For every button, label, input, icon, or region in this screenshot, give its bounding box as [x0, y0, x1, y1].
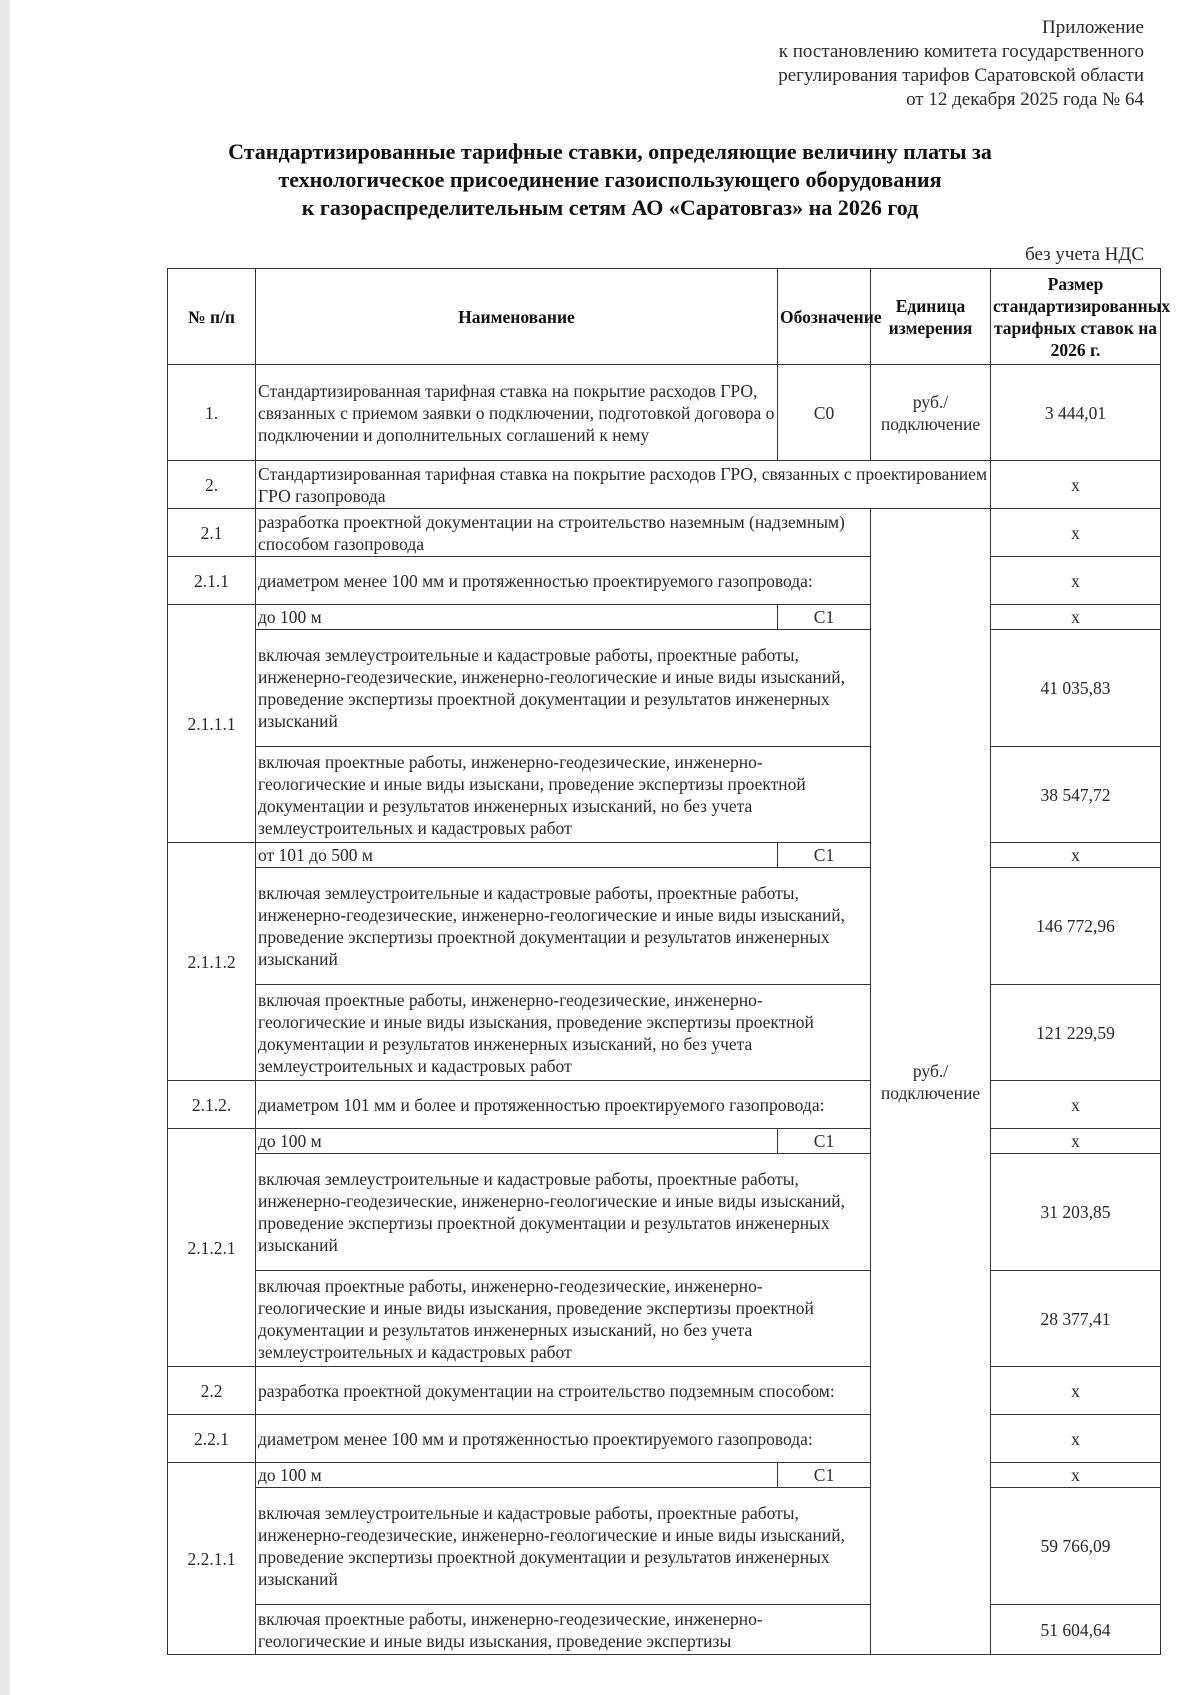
table-row — [168, 747, 1161, 843]
row-num: 1. — [168, 365, 256, 461]
row-num: 2.1.1.2 — [168, 843, 256, 1081]
row-subname: от 101 до 500 м — [256, 843, 778, 868]
tariff-table — [167, 268, 1171, 1655]
row-num: 2.1.2.1 — [168, 1129, 256, 1367]
row-value: х — [991, 1415, 1161, 1463]
row-num: 2.1.2. — [168, 1081, 256, 1129]
row-name: Стандартизированная тарифная ставка на покрытие расходов ГРО, связанных с приемом заявки о подключении, подготовкой договора о подключении и дополнительных соглашений к нему — [256, 365, 778, 461]
row-num: 2.2.1 — [168, 1415, 256, 1463]
table-header-row — [168, 269, 1161, 365]
row-name: включая проектные работы, инженерно-геодезические, инженерно-геологические и иные виды изыскания, проведение экспертизы — [256, 1605, 871, 1655]
row-name: разработка проектной документации на строительство подземным способом: — [256, 1367, 871, 1415]
table-row — [168, 868, 1161, 985]
row-value: 28 377,41 — [991, 1271, 1161, 1367]
vat-note: без учета НДС — [1025, 244, 1144, 265]
row-unit: руб./подключение — [871, 365, 991, 461]
table-row — [168, 461, 1161, 509]
row-code: С1 — [778, 1129, 871, 1154]
appendix-header — [624, 16, 1144, 112]
header-name: Наименование — [256, 269, 778, 365]
row-value: 31 203,85 — [991, 1154, 1161, 1271]
row-name: включая проектные работы, инженерно-геодезические, инженерно-геологические и иные виды изыскания, проведение экспертизы проектной документации и результатов инженерных изысканий, но без учета землеустроительных и кадастровых работ — [256, 1271, 871, 1367]
document-title — [150, 138, 1070, 222]
row-name: включая землеустроительные и кадастровые работы, проектные работы, инженерно-геодезические, инженерно-геологические и иные виды изысканий, проведение экспертизы проектной документации и результатов инженерных изысканий — [256, 1154, 871, 1271]
row-num: 2. — [168, 461, 256, 509]
row-value: х — [991, 509, 1161, 557]
row-num: 2.2 — [168, 1367, 256, 1415]
table-row — [168, 557, 1161, 605]
table-row — [168, 509, 1161, 557]
row-subname: до 100 м — [256, 1463, 778, 1488]
table-row — [168, 1488, 1161, 1605]
title-line: технологическое присоединение газоиспользующего оборудования — [278, 167, 942, 192]
row-name: включая проектные работы, инженерно-геодезические, инженерно-геологические и иные виды изыскани, проведение экспертизы проектной документации и результатов инженерных изысканий, но без учета землеустроительных и кадастровых работ — [256, 747, 871, 843]
scan-edge — [0, 0, 10, 1695]
table-row — [168, 1154, 1161, 1271]
row-name: разработка проектной документации на строительство наземным (надземным) способом газопровода — [256, 509, 871, 557]
row-value: 51 604,64 — [991, 1605, 1161, 1655]
table-row — [168, 630, 1161, 747]
row-value: х — [991, 605, 1161, 630]
row-num: 2.2.1.1 — [168, 1463, 256, 1655]
table-row — [168, 1129, 1161, 1154]
appendix-line: к постановлению комитета государственного — [778, 41, 1144, 62]
row-value: х — [991, 461, 1161, 509]
header-value: Размер стандартизированных тарифных ставок на 2026 г. — [991, 269, 1161, 365]
row-value: 146 772,96 — [991, 868, 1161, 985]
row-name: включая проектные работы, инженерно-геодезические, инженерно-геологические и иные виды изыскания, проведение экспертизы проектной документации и результатов инженерных изысканий, но без учета землеустроительных и кадастровых работ — [256, 985, 871, 1081]
row-name: диаметром менее 100 мм и протяженностью проектируемого газопровода: — [256, 1415, 871, 1463]
row-value: х — [991, 1081, 1161, 1129]
header-num: № п/п — [168, 269, 256, 365]
table-row — [168, 1271, 1161, 1367]
row-name: Стандартизированная тарифная ставка на покрытие расходов ГРО, связанных с проектированием ГРО газопровода — [256, 461, 991, 509]
table-row — [168, 1605, 1161, 1655]
unit-merged-cell: руб./подключение — [871, 509, 991, 1655]
header-unit: Единица измерения — [871, 269, 991, 365]
row-value: 121 229,59 — [991, 985, 1161, 1081]
row-value: 38 547,72 — [991, 747, 1161, 843]
row-value: х — [991, 557, 1161, 605]
table-row — [168, 1415, 1161, 1463]
row-num: 2.1 — [168, 509, 256, 557]
row-value: 3 444,01 — [991, 365, 1161, 461]
appendix-line: регулирования тарифов Саратовской области — [778, 65, 1144, 86]
row-value: 41 035,83 — [991, 630, 1161, 747]
row-name: включая землеустроительные и кадастровые работы, проектные работы, инженерно-геодезические, инженерно-геологические и иные виды изысканий, проведение экспертизы проектной документации и результатов инженерных изысканий — [256, 630, 871, 747]
row-code: С0 — [778, 365, 871, 461]
row-subname: до 100 м — [256, 605, 778, 630]
row-num: 2.1.1.1 — [168, 605, 256, 843]
title-line: Стандартизированные тарифные ставки, определяющие величину платы за — [228, 139, 992, 164]
row-name: включая землеустроительные и кадастровые работы, проектные работы, инженерно-геодезические, инженерно-геологические и иные виды изысканий, проведение экспертизы проектной документации и результатов инженерных изысканий — [256, 868, 871, 985]
row-name: диаметром менее 100 мм и протяженностью проектируемого газопровода: — [256, 557, 871, 605]
row-value: х — [991, 843, 1161, 868]
row-code: С1 — [778, 605, 871, 630]
row-name: включая землеустроительные и кадастровые работы, проектные работы, инженерно-геодезические, инженерно-геологические и иные виды изысканий, проведение экспертизы проектной документации и результатов инженерных изысканий — [256, 1488, 871, 1605]
table-row — [168, 365, 1161, 461]
table-row — [168, 1463, 1161, 1488]
row-subname: до 100 м — [256, 1129, 778, 1154]
header-code: Обозначение — [778, 269, 871, 365]
row-value: х — [991, 1129, 1161, 1154]
table-row — [168, 985, 1161, 1081]
row-value: 59 766,09 — [991, 1488, 1161, 1605]
table-row — [168, 843, 1161, 868]
row-code: С1 — [778, 843, 871, 868]
row-name: диаметром 101 мм и более и протяженностью проектируемого газопровода: — [256, 1081, 871, 1129]
table-row — [168, 605, 1161, 630]
appendix-line: Приложение — [1042, 17, 1144, 38]
title-line: к газораспределительным сетям АО «Саратовгаз» на 2026 год — [301, 195, 919, 220]
row-num: 2.1.1 — [168, 557, 256, 605]
row-code: С1 — [778, 1463, 871, 1488]
row-value: х — [991, 1463, 1161, 1488]
row-value: х — [991, 1367, 1161, 1415]
appendix-line: от 12 декабря 2025 года № 64 — [906, 89, 1144, 110]
table-row — [168, 1081, 1161, 1129]
table-row — [168, 1367, 1161, 1415]
